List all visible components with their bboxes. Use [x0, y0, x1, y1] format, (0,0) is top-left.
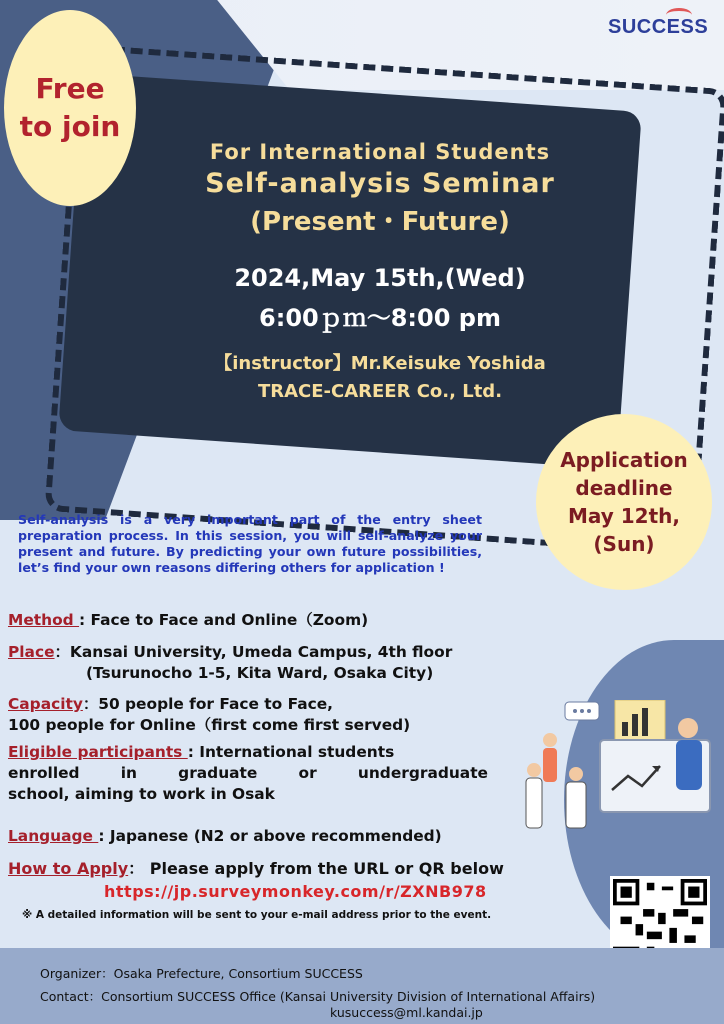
language-value: : Japanese (N2 or above recommended)	[98, 827, 442, 845]
meeting-illustration	[520, 700, 720, 840]
footer-email[interactable]: kusuccess@ml.kandai.jp	[330, 1005, 483, 1020]
board-bar-icon	[642, 708, 648, 736]
event-instructor: 【instructor】Mr.Keisuke Yoshida	[214, 353, 546, 374]
eligible-value: : International students	[187, 743, 395, 761]
apply-row	[8, 858, 608, 879]
event-title: Self-analysis Seminar	[205, 168, 555, 199]
application-url-link[interactable]: https://jp.surveymonkey.com/r/ZXNB978	[104, 882, 487, 901]
footer-contact: Contact：Consortium SUCCESS Office (Kansai University Division of International Affairs)	[40, 989, 596, 1004]
free-badge-line1: Free	[35, 72, 105, 106]
deadline-line1: Application	[560, 448, 688, 472]
woman-body-icon	[543, 748, 557, 782]
event-audience: For International Students	[209, 140, 551, 164]
deadline-badge	[536, 414, 712, 590]
apply-value: ： Please apply from the URL or QR below	[128, 859, 504, 878]
capacity-label: Capacity	[8, 695, 83, 713]
event-company: TRACE-CAREER Co., Ltd.	[257, 381, 503, 402]
eligible-row	[8, 742, 488, 805]
woman-head-icon	[543, 733, 557, 747]
place-label: Place	[8, 643, 55, 661]
bubble-dot-icon	[573, 709, 577, 713]
event-time: 6:00ｐｍ～8:00 pm	[259, 304, 501, 332]
language-label: Language	[8, 827, 99, 845]
man-right-body-icon	[566, 782, 586, 828]
event-date: 2024,May 15th,(Wed)	[234, 264, 526, 292]
success-logo: SUCCESS	[608, 16, 709, 38]
capacity-value-line2: 100 people for Online（first come first served)	[8, 716, 411, 734]
place-value: ：Kansai University, Umeda Campus, 4th floor	[54, 643, 453, 661]
email-notice: ※ A detailed information will be sent to your e-mail address prior to the event.	[22, 909, 492, 921]
free-to-join-badge	[4, 10, 136, 206]
apply-label: How to Apply	[8, 859, 129, 878]
eligible-value-line3: school, aiming to work in Osak	[8, 785, 275, 803]
bubble-dot-icon	[580, 709, 584, 713]
presenter-body-icon	[676, 740, 702, 790]
language-row	[8, 826, 608, 847]
eligible-label: Eligible participants	[8, 743, 188, 761]
man-right-head-icon	[569, 767, 583, 781]
deadline-line4: (Sun)	[593, 532, 655, 556]
capacity-row	[8, 694, 608, 736]
free-badge-line2: to join	[19, 110, 121, 143]
method-value: : Face to Face and Online（Zoom)	[79, 611, 369, 629]
event-title-sub: (Present・Future)	[250, 207, 510, 237]
capacity-value: ：50 people for Face to Face,	[82, 695, 333, 713]
footer-organizer: Organizer：Osaka Prefecture, Consortium SUCCESS	[40, 966, 363, 981]
eligible-value-line2: enrolled in graduate or undergraduate	[8, 764, 488, 782]
presenter-head-icon	[678, 718, 698, 738]
board-bar-icon	[622, 722, 628, 736]
board-bar-icon	[632, 714, 638, 736]
place-value-line2: (Tsurunocho 1-5, Kita Ward, Osaka City)	[86, 664, 434, 682]
deadline-line3: May 12th,	[567, 504, 680, 528]
bubble-dot-icon	[587, 709, 591, 713]
intro-paragraph: Self-analysis is a very important part of the entry sheet preparation process. In this session, you will self-analyze your present and future. By predicting your own future possibilities, let’s find your own reasons differing others for application !	[18, 512, 482, 575]
man-left-head-icon	[527, 763, 541, 777]
method-label: Method	[8, 611, 80, 629]
place-row	[8, 642, 608, 684]
method-row	[8, 610, 608, 631]
title-panel-text	[120, 140, 640, 402]
man-left-body-icon	[526, 778, 542, 828]
deadline-line2: deadline	[575, 476, 673, 500]
